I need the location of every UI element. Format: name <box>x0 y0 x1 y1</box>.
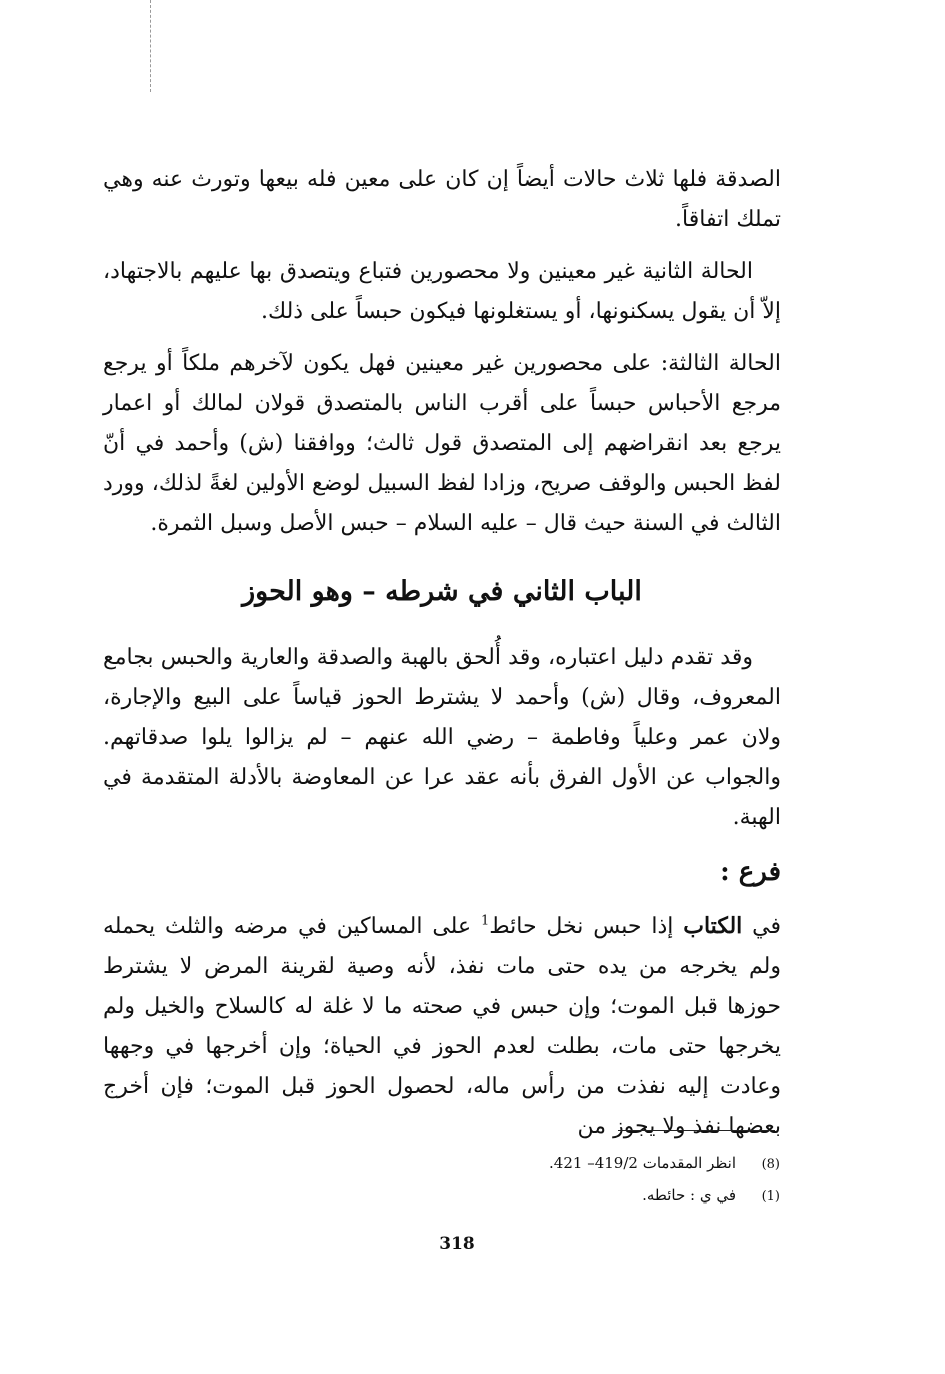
chapter-title: الباب الثاني في شرطه – وهو الحوز <box>242 576 642 607</box>
footnote-text: في ي : حائطه. <box>642 1186 736 1204</box>
footnote-2 <box>300 1180 780 1212</box>
footnotes <box>300 1148 780 1212</box>
paragraph-5 <box>103 906 781 1147</box>
subheading-branch: فرع : <box>720 857 781 887</box>
page-body <box>103 160 781 1159</box>
paragraph-5-prefix: في <box>742 914 782 939</box>
paragraph-2: الحالة الثانية غير معينين ولا محصورين فتباع ويتصدق بها عليهم بالاجتهاد، إلاّ أن يقول يسكنونها، أو يستغلونها فيكون حبساً على ذلك. <box>103 259 781 324</box>
paragraph-5-text-b: على المساكين في مرضه والثلث يحمله ولم يخرجه من يده حتى مات نفذ، لأنه وصية لقرينة المرض لا يشترط حوزها قبل الموت؛ وإن حبس في صحته ما لا غلة له كالسلاح والخيل ولم يخرجها حتى مات، بطلت لعدم الحوز في الحياة؛ وإن أخرجها في وجهها وعادت إليه نفذت من رأس ماله، لحصول الحوز قبل الموت؛ فإن أخرج بعضها نفذ ولا يجوز من <box>103 914 781 1139</box>
footnote-marker: (1) <box>761 1189 780 1204</box>
paragraph-4: وقد تقدم دليل اعتباره، وقد أُلحق بالهبة والصدقة والعارية والحبس بجامع المعروف، وقال (ش) وأحمد لا يشترط الحوز قياساً على البيع والإجارة، ولان عمر وعلياً وفاطمة – رضي الله عنهم – لم يزالوا يلوا صدقاتهم. والجواب عن الأول الفرق بأنه عقد عرا عن المعاوضة بالأدلة المتقدمة في الهبة. <box>103 645 781 830</box>
paragraph-1: الصدقة فلها ثلاث حالات أيضاً إن كان على معين فله بيعها وتورث عنه وهي تملك اتفاقاً. <box>103 167 781 232</box>
footnote-marker: (8) <box>761 1157 780 1172</box>
footnote-divider <box>618 1130 775 1131</box>
paragraph-3: الحالة الثالثة: على محصورين غير معينين فهل يكون لآخرهم ملكاً أو يرجع مرجع الأحباس حبساً على أقرب الناس بالمتصدق قولان لمالك أو اعمار يرجع بعد انقراضهم إلى المتصدق قول ثالث؛ ووافقنا (ش) وأحمد في أنّ لفظ الحبس والوقف صريح، وزادا لفظ السبيل لوضع الأولين لغةً لذلك، وورد الثالث في السنة حيث قال – عليه السلام – حبس الأصل وسبل الثمرة. <box>103 351 781 536</box>
footnote-text: انظر المقدمات 419/2– 421. <box>549 1154 736 1172</box>
footnote-reference: 1 <box>480 913 490 929</box>
scan-edge-mark <box>150 0 151 92</box>
footnote-1 <box>300 1148 780 1180</box>
paragraph-5-text-a: إذا حبس نخل حائط <box>489 914 684 939</box>
book-reference: الكتاب <box>683 913 743 939</box>
page-number: 318 <box>439 1234 475 1254</box>
